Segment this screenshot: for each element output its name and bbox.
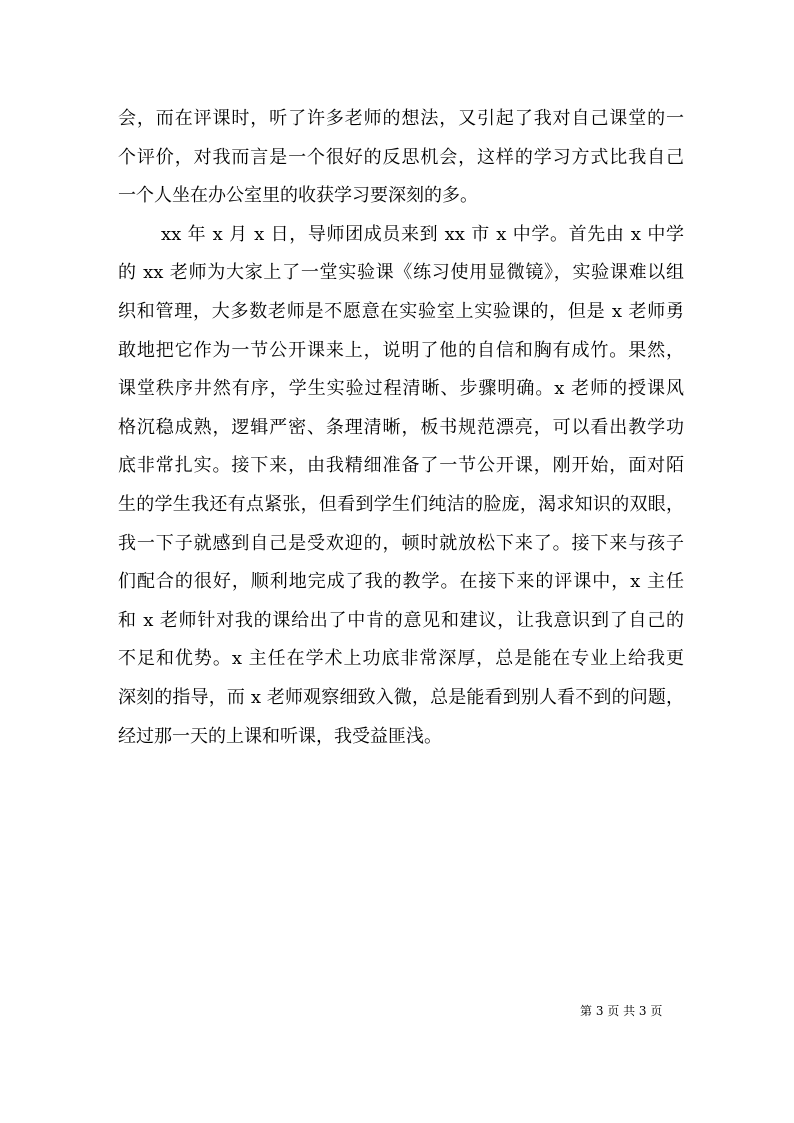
text-line: 个评价，对我而言是一个很好的反思机会，这样的学习方式比我自己 [118, 146, 684, 168]
text-line: 织和管理，大多数老师是不愿意在实验室上实验课的，但是 x 老师勇 [118, 300, 684, 322]
text-line: 一个人坐在办公室里的收获学习要深刻的多。 [118, 185, 478, 207]
text-line: 会，而在评课时，听了许多老师的想法，又引起了我对自己课堂的一 [118, 108, 684, 129]
text-line: 经过那一天的上课和听课，我受益匪浅。 [118, 725, 442, 747]
text-line: 和 x 老师针对我的课给出了中肯的意见和建议，让我意识到了自己的 [118, 609, 684, 631]
text-line: 不足和优势。x 主任在学术上功底非常深厚，总是能在专业上给我更 [118, 648, 684, 670]
text-line: xx 年 x 月 x 日，导师团成员来到 xx 市 x 中学。首先由 x 中学 [161, 223, 684, 245]
text-line: 深刻的指导，而 x 老师观察细致入微，总是能看到别人看不到的问题， [118, 686, 684, 708]
page-number: 第 3 页 共 3 页 [580, 1004, 663, 1018]
body-text [118, 100, 684, 756]
text-line: 课堂秩序井然有序，学生实验过程清晰、步骤明确。x 老师的授课风 [118, 378, 684, 400]
text-line: 生的学生我还有点紧张，但看到学生们纯洁的脸庞，渴求知识的双眼， [118, 493, 684, 515]
text-line: 我一下子就感到自己是受欢迎的，顿时就放松下来了。接下来与孩子 [118, 532, 684, 554]
text-line: 的 xx 老师为大家上了一堂实验课《练习使用显微镜》，实验课难以组 [118, 262, 684, 284]
text-line: 们配合的很好，顺利地完成了我的教学。在接下来的评课中，x 主任 [118, 571, 684, 593]
text-line: 底非常扎实。接下来，由我精细准备了一节公开课，刚开始，面对陌 [118, 455, 684, 477]
text-line: 敢地把它作为一节公开课来上，说明了他的自信和胸有成竹。果然， [118, 339, 684, 361]
text-line: 格沉稳成熟，逻辑严密、条理清晰，板书规范漂亮，可以看出教学功 [118, 416, 684, 438]
